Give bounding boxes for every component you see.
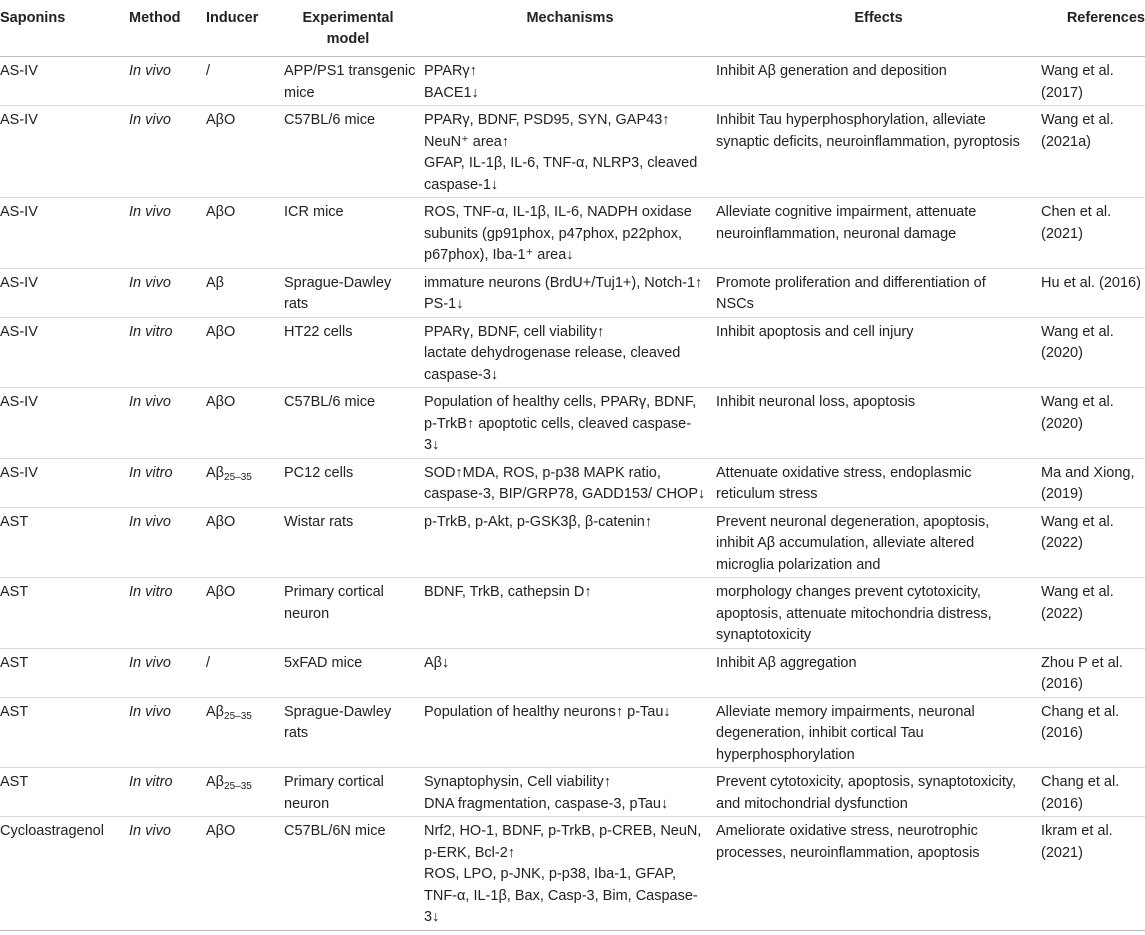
- cell-method: In vitro: [129, 768, 206, 817]
- cell-reference: Wang et al. (2020): [1041, 317, 1145, 388]
- inducer-text: AβO: [206, 394, 236, 410]
- table-row: [0, 458, 1145, 507]
- cell-mechanisms: [424, 507, 716, 578]
- cell-method: In vitro: [129, 317, 206, 388]
- cell-model: Sprague-Dawley rats: [284, 268, 424, 317]
- cell-model: C57BL/6 mice: [284, 388, 424, 459]
- cell-saponin: AST: [0, 578, 129, 649]
- table-row: [0, 817, 1145, 931]
- header-saponins: Saponins: [0, 0, 129, 57]
- cell-effects: Alleviate memory impairments, neuronal degeneration, inhibit cortical Tau hyperphosphorylation: [716, 697, 1041, 768]
- cell-model: Primary cortical neuron: [284, 578, 424, 649]
- cell-inducer: [206, 458, 284, 507]
- table-row: [0, 317, 1145, 388]
- cell-model: APP/PS1 transgenic mice: [284, 57, 424, 106]
- cell-inducer: [206, 507, 284, 578]
- mechanism-line: PPARγ, BDNF, cell viability↑: [424, 323, 605, 340]
- mechanism-line: p-TrkB, p-Akt, p-GSK3β, β-catenin↑: [424, 513, 653, 530]
- table-row: [0, 268, 1145, 317]
- inducer-text: Aβ: [206, 703, 225, 720]
- cell-effects: Inhibit apoptosis and cell injury: [716, 317, 1041, 388]
- mechanism-line: PPARγ↑: [424, 63, 477, 79]
- cell-model: Sprague-Dawley rats: [284, 697, 424, 768]
- inducer-text: Aβ: [206, 464, 225, 481]
- cell-effects: Inhibit Aβ generation and deposition: [716, 57, 1041, 106]
- cell-saponin: AS-IV: [0, 388, 129, 459]
- cell-model: ICR mice: [284, 198, 424, 269]
- inducer-text: Aβ: [206, 274, 225, 291]
- inducer-text: AβO: [206, 323, 236, 340]
- header-model: Experimental model: [284, 0, 424, 57]
- cell-method: In vivo: [129, 268, 206, 317]
- table-row: [0, 578, 1145, 649]
- table-row: [0, 57, 1145, 106]
- cell-reference: Wang et al. (2022): [1041, 578, 1145, 649]
- cell-mechanisms: [424, 697, 716, 768]
- cell-model: Primary cortical neuron: [284, 768, 424, 817]
- cell-effects: Inhibit Tau hyperphosphorylation, alleviate synaptic deficits, neuroinflammation, pyroptosis: [716, 106, 1041, 198]
- cell-model: PC12 cells: [284, 458, 424, 507]
- cell-reference: Hu et al. (2016): [1041, 268, 1145, 317]
- cell-effects: Attenuate oxidative stress, endoplasmic reticulum stress: [716, 458, 1041, 507]
- cell-method: In vivo: [129, 817, 206, 931]
- cell-saponin: AST: [0, 697, 129, 768]
- cell-mechanisms: [424, 268, 716, 317]
- cell-reference: Chang et al. (2016): [1041, 697, 1145, 768]
- cell-inducer: [206, 817, 284, 931]
- cell-inducer: [206, 317, 284, 388]
- cell-mechanisms: [424, 648, 716, 697]
- table-row: [0, 697, 1145, 768]
- cell-inducer: [206, 268, 284, 317]
- inducer-text: AβO: [206, 823, 236, 839]
- inducer-text: /: [206, 654, 211, 671]
- cell-model: HT22 cells: [284, 317, 424, 388]
- cell-inducer: [206, 697, 284, 768]
- cell-saponin: AS-IV: [0, 198, 129, 269]
- cell-mechanisms: [424, 578, 716, 649]
- mechanism-line: BACE1↓: [424, 84, 479, 101]
- cell-saponin: AS-IV: [0, 57, 129, 106]
- cell-effects: morphology changes prevent cytotoxicity, apoptosis, attenuate mitochondria distress, synaptotoxicity: [716, 578, 1041, 649]
- cell-reference: Chen et al. (2021): [1041, 198, 1145, 269]
- cell-inducer: [206, 388, 284, 459]
- header-method: Method: [129, 0, 206, 57]
- inducer-text: Aβ: [206, 774, 225, 790]
- mechanism-line: lactate dehydrogenase release, cleaved caspase-3↓: [424, 345, 681, 383]
- inducer-text: AβO: [206, 584, 236, 600]
- cell-model: C57BL/6N mice: [284, 817, 424, 931]
- cell-inducer: [206, 198, 284, 269]
- cell-reference: Wang et al. (2020): [1041, 388, 1145, 459]
- cell-saponin: AS-IV: [0, 317, 129, 388]
- inducer-text: AβO: [206, 513, 236, 530]
- cell-effects: Prevent cytotoxicity, apoptosis, synaptotoxicity, and mitochondrial dysfunction: [716, 768, 1041, 817]
- cell-method: In vivo: [129, 648, 206, 697]
- cell-mechanisms: [424, 388, 716, 459]
- cell-method: In vivo: [129, 507, 206, 578]
- cell-mechanisms: [424, 106, 716, 198]
- cell-method: In vivo: [129, 57, 206, 106]
- cell-saponin: AST: [0, 507, 129, 578]
- mechanism-line: Population of healthy neurons↑ p-Tau↓: [424, 703, 671, 720]
- table-row: [0, 507, 1145, 578]
- mechanism-line: DNA fragmentation, caspase-3, pTau↓: [424, 795, 669, 812]
- cell-method: In vitro: [129, 458, 206, 507]
- inducer-text: AβO: [206, 204, 236, 220]
- cell-reference: Ikram et al. (2021): [1041, 817, 1145, 931]
- mechanism-line: Aβ↓: [424, 654, 450, 671]
- mechanism-line: immature neurons (BrdU+/Tuj1+), Notch-1↑: [424, 274, 703, 291]
- cell-effects: Promote proliferation and differentiation of NSCs: [716, 268, 1041, 317]
- inducer-subscript: 25–35: [224, 471, 252, 483]
- cell-mechanisms: [424, 317, 716, 388]
- mechanism-line: Population of healthy cells, PPARγ, BDNF, p-TrkB↑ apoptotic cells, cleaved caspase-3↓: [424, 394, 697, 453]
- mechanism-line: ROS, TNF-α, IL-1β, IL-6, NADPH oxidase subunits (gp91phox, p47phox, p22phox, p67phox), Iba-1⁺ area↓: [424, 204, 692, 263]
- cell-saponin: AST: [0, 648, 129, 697]
- mechanism-line: PS-1↓: [424, 296, 464, 312]
- cell-inducer: [206, 768, 284, 817]
- mechanism-line: PPARγ, BDNF, PSD95, SYN, GAP43↑: [424, 112, 670, 128]
- inducer-text: AβO: [206, 112, 236, 128]
- cell-effects: Alleviate cognitive impairment, attenuate neuroinflammation, neuronal damage: [716, 198, 1041, 269]
- header-row: [0, 0, 1145, 57]
- cell-method: In vitro: [129, 578, 206, 649]
- header-effects: Effects: [716, 0, 1041, 57]
- cell-saponin: AST: [0, 768, 129, 817]
- mechanism-line: ROS, LPO, p-JNK, p-p38, Iba-1, GFAP, TNF-α, IL-1β, Bax, Casp-3, Bim, Caspase-3↓: [424, 866, 698, 925]
- cell-inducer: [206, 578, 284, 649]
- mechanism-line: NeuN⁺ area↑: [424, 133, 510, 150]
- cell-saponin: AS-IV: [0, 458, 129, 507]
- table-row: [0, 198, 1145, 269]
- cell-method: In vivo: [129, 198, 206, 269]
- header-references: References: [1041, 0, 1145, 57]
- cell-inducer: [206, 106, 284, 198]
- table-row: [0, 106, 1145, 198]
- cell-reference: Wang et al. (2022): [1041, 507, 1145, 578]
- cell-mechanisms: [424, 768, 716, 817]
- cell-effects: Inhibit Aβ aggregation: [716, 648, 1041, 697]
- cell-reference: Chang et al. (2016): [1041, 768, 1145, 817]
- mechanism-line: Synaptophysin, Cell viability↑: [424, 774, 611, 790]
- header-mechanisms: Mechanisms: [424, 0, 716, 57]
- cell-reference: Zhou P et al. (2016): [1041, 648, 1145, 697]
- table-row: [0, 388, 1145, 459]
- cell-reference: Wang et al. (2017): [1041, 57, 1145, 106]
- cell-inducer: [206, 57, 284, 106]
- cell-reference: Ma and Xiong, (2019): [1041, 458, 1145, 507]
- table-body: [0, 57, 1145, 931]
- cell-method: In vivo: [129, 697, 206, 768]
- header-inducer: Inducer: [206, 0, 284, 57]
- mechanism-line: Nrf2, HO-1, BDNF, p-TrkB, p-CREB, NeuN, p-ERK, Bcl-2↑: [424, 823, 702, 861]
- cell-method: In vivo: [129, 388, 206, 459]
- table-row: [0, 768, 1145, 817]
- cell-effects: Inhibit neuronal loss, apoptosis: [716, 388, 1041, 459]
- mechanism-line: BDNF, TrkB, cathepsin D↑: [424, 584, 592, 600]
- inducer-subscript: 25–35: [224, 710, 252, 722]
- cell-mechanisms: [424, 57, 716, 106]
- inducer-text: /: [206, 63, 211, 79]
- cell-method: In vivo: [129, 106, 206, 198]
- cell-inducer: [206, 648, 284, 697]
- cell-mechanisms: [424, 817, 716, 931]
- cell-effects: Prevent neuronal degeneration, apoptosis, inhibit Aβ accumulation, alleviate altered microglia polarization and: [716, 507, 1041, 578]
- cell-saponin: AS-IV: [0, 268, 129, 317]
- mechanism-line: SOD↑MDA, ROS, p-p38 MAPK ratio, caspase-3, BIP/GRP78, GADD153/ CHOP↓: [424, 464, 706, 502]
- cell-effects: Ameliorate oxidative stress, neurotrophic processes, neuroinflammation, apoptosis: [716, 817, 1041, 931]
- cell-reference: Wang et al. (2021a): [1041, 106, 1145, 198]
- cell-model: 5xFAD mice: [284, 648, 424, 697]
- cell-saponin: AS-IV: [0, 106, 129, 198]
- inducer-subscript: 25–35: [224, 781, 252, 792]
- table-row: [0, 648, 1145, 697]
- mechanism-line: GFAP, IL-1β, IL-6, TNF-α, NLRP3, cleaved caspase-1↓: [424, 155, 698, 193]
- cell-mechanisms: [424, 198, 716, 269]
- cell-mechanisms: [424, 458, 716, 507]
- cell-saponin: Cycloastragenol: [0, 817, 129, 931]
- cell-model: C57BL/6 mice: [284, 106, 424, 198]
- cell-model: Wistar rats: [284, 507, 424, 578]
